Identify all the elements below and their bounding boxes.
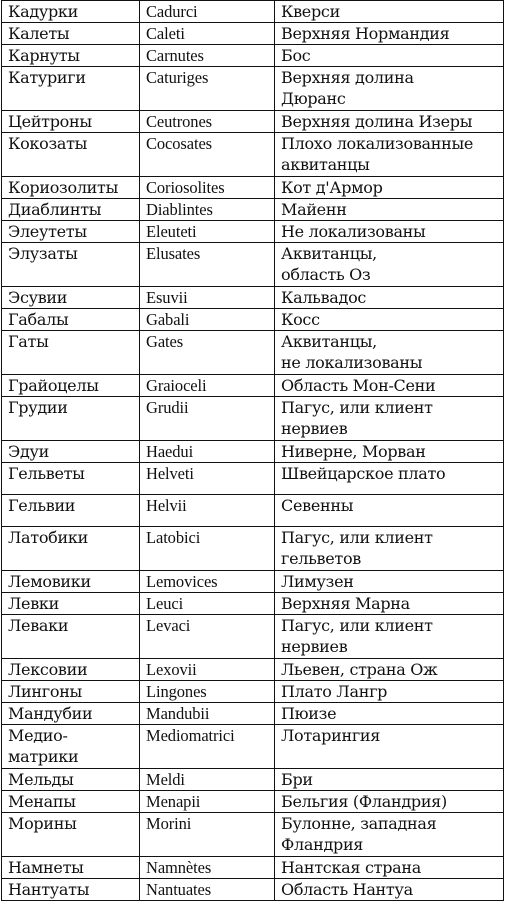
location-cell — [275, 177, 504, 199]
latin-name-cell — [140, 615, 275, 659]
table-row — [2, 571, 504, 593]
latin-name-text: Meldi — [146, 770, 185, 789]
latin-name-text: Latobici — [146, 528, 201, 547]
location-cell — [275, 375, 504, 397]
latin-name-text: Helveti — [146, 464, 194, 483]
russian-name-text: Намнеты — [8, 858, 84, 877]
table-row — [2, 243, 504, 287]
latin-name-text: Caleti — [146, 24, 185, 43]
location-cell — [275, 133, 504, 177]
location-cell — [275, 221, 504, 243]
table-row — [2, 681, 504, 703]
russian-name-text: Эдуи — [8, 442, 49, 461]
russian-name-cell — [2, 243, 140, 287]
latin-name-cell — [140, 243, 275, 287]
latin-name-cell — [140, 221, 275, 243]
latin-name-cell — [140, 495, 275, 527]
latin-name-cell — [140, 1, 275, 23]
table-row — [2, 813, 504, 857]
table-row — [2, 45, 504, 67]
table-row — [2, 527, 504, 571]
location-cell — [275, 45, 504, 67]
latin-name-cell — [140, 177, 275, 199]
latin-name-text: Elusates — [146, 244, 201, 263]
latin-name-cell — [140, 111, 275, 133]
location-text: Область Мон-Сени — [281, 376, 436, 395]
table-row — [2, 725, 504, 769]
location-cell — [275, 309, 504, 331]
table-row — [2, 397, 504, 441]
latin-name-text: Nantuates — [146, 880, 212, 899]
latin-name-cell — [140, 593, 275, 615]
russian-name-text: Диаблинты — [8, 200, 102, 219]
latin-name-text: Lemovices — [146, 572, 218, 591]
location-text: нервиев — [281, 419, 348, 438]
location-cell — [275, 703, 504, 725]
location-text: гельветов — [281, 549, 361, 568]
russian-name-text: Кориозолиты — [8, 178, 119, 197]
russian-name-cell — [2, 221, 140, 243]
table-row — [2, 791, 504, 813]
russian-name-cell — [2, 703, 140, 725]
russian-name-cell — [2, 571, 140, 593]
russian-name-cell — [2, 199, 140, 221]
latin-name-text: Gates — [146, 332, 184, 351]
table-row — [2, 463, 504, 495]
table-row — [2, 177, 504, 199]
russian-name-cell — [2, 133, 140, 177]
location-text: Аквитанцы, — [281, 332, 377, 351]
russian-name-text: Гельветы — [8, 464, 85, 483]
russian-name-text: Грудии — [8, 398, 68, 417]
table-row — [2, 111, 504, 133]
table-row — [2, 67, 504, 111]
latin-name-text: Diablintes — [146, 200, 213, 219]
tribes-table — [1, 0, 504, 901]
russian-name-text: Кадурки — [8, 2, 78, 21]
russian-name-text: Лингоны — [8, 682, 82, 701]
russian-name-text: Кокозаты — [8, 134, 88, 153]
location-cell — [275, 495, 504, 527]
location-text: аквитанцы — [281, 155, 370, 174]
location-cell — [275, 593, 504, 615]
russian-name-cell — [2, 397, 140, 441]
latin-name-cell — [140, 45, 275, 67]
latin-name-text: Caturiges — [146, 68, 209, 87]
latin-name-cell — [140, 791, 275, 813]
russian-name-cell — [2, 791, 140, 813]
russian-name-text: Катуриги — [8, 68, 86, 87]
russian-name-text: Элеутеты — [8, 222, 87, 241]
russian-name-text: Калеты — [8, 24, 70, 43]
location-text: Лотарингия — [281, 726, 381, 745]
russian-name-text: Эсувии — [8, 288, 68, 307]
russian-name-cell — [2, 67, 140, 111]
location-text: Плохо локализованные — [281, 134, 474, 153]
latin-name-cell — [140, 879, 275, 901]
latin-name-cell — [140, 133, 275, 177]
table-row — [2, 879, 504, 901]
russian-name-cell — [2, 813, 140, 857]
location-text: Верхняя Нормандия — [281, 24, 450, 43]
latin-name-cell — [140, 23, 275, 45]
location-text: Нантская страна — [281, 858, 421, 877]
russian-name-cell — [2, 45, 140, 67]
russian-name-text: Нантуаты — [8, 880, 90, 899]
location-cell — [275, 23, 504, 45]
location-text: Кот д'Армор — [281, 178, 383, 197]
russian-name-cell — [2, 527, 140, 571]
latin-name-cell — [140, 857, 275, 879]
russian-name-cell — [2, 331, 140, 375]
location-cell — [275, 681, 504, 703]
latin-name-text: Carnutes — [146, 46, 204, 65]
location-cell — [275, 331, 504, 375]
russian-name-cell — [2, 287, 140, 309]
location-cell — [275, 441, 504, 463]
location-text: Дюранс — [281, 89, 346, 108]
latin-name-text: Ceutrones — [146, 112, 213, 131]
location-cell — [275, 659, 504, 681]
russian-name-text: Медио- — [8, 726, 68, 745]
russian-name-cell — [2, 857, 140, 879]
russian-name-text: Грайоцелы — [8, 376, 99, 395]
russian-name-cell — [2, 177, 140, 199]
location-text: нервиев — [281, 637, 348, 656]
latin-name-text: Morini — [146, 814, 192, 833]
location-cell — [275, 1, 504, 23]
location-cell — [275, 725, 504, 769]
location-text: Косс — [281, 310, 320, 329]
location-text: Верхняя долина — [281, 68, 414, 87]
location-text: Плато Лангр — [281, 682, 388, 701]
latin-name-text: Grudii — [146, 398, 189, 417]
russian-name-cell — [2, 725, 140, 769]
latin-name-text: Gabali — [146, 310, 190, 329]
russian-name-text: Габалы — [8, 310, 69, 329]
russian-name-cell — [2, 681, 140, 703]
russian-name-cell — [2, 615, 140, 659]
russian-name-cell — [2, 495, 140, 527]
latin-name-cell — [140, 309, 275, 331]
russian-name-text: Латобики — [8, 528, 88, 547]
table-row — [2, 495, 504, 527]
table-row — [2, 199, 504, 221]
location-text: область Оз — [281, 265, 371, 284]
latin-name-text: Mediomatrici — [146, 726, 235, 745]
location-text: Ниверне, Морван — [281, 442, 426, 461]
location-cell — [275, 879, 504, 901]
latin-name-text: Graioceli — [146, 376, 207, 395]
location-cell — [275, 813, 504, 857]
location-text: Бельгия (Фландрия) — [281, 792, 447, 811]
location-text: Фландрия — [281, 835, 364, 854]
russian-name-cell — [2, 441, 140, 463]
location-cell — [275, 857, 504, 879]
table-row — [2, 221, 504, 243]
tribes-table-body — [2, 1, 504, 901]
location-text: Майенн — [281, 200, 347, 219]
latin-name-text: Esuvii — [146, 288, 188, 307]
russian-name-text: Менапы — [8, 792, 76, 811]
russian-name-text: Гельвии — [8, 496, 76, 515]
russian-name-text: Элузаты — [8, 244, 78, 263]
table-row — [2, 615, 504, 659]
russian-name-cell — [2, 659, 140, 681]
location-cell — [275, 769, 504, 791]
latin-name-text: Cadurci — [146, 2, 198, 21]
latin-name-text: Mandubii — [146, 704, 210, 723]
latin-name-cell — [140, 527, 275, 571]
russian-name-cell — [2, 769, 140, 791]
location-text: Льевен, страна Ож — [281, 660, 438, 679]
latin-name-cell — [140, 287, 275, 309]
russian-name-text: Мандубии — [8, 704, 93, 723]
russian-name-text: Гаты — [8, 332, 49, 351]
latin-name-cell — [140, 813, 275, 857]
location-cell — [275, 243, 504, 287]
latin-name-text: Lexovii — [146, 660, 197, 679]
latin-name-cell — [140, 463, 275, 495]
table-row — [2, 23, 504, 45]
russian-name-text: матрики — [8, 747, 79, 766]
latin-name-text: Helvii — [146, 496, 187, 515]
table-row — [2, 769, 504, 791]
location-cell — [275, 397, 504, 441]
location-cell — [275, 287, 504, 309]
latin-name-cell — [140, 769, 275, 791]
location-text: Лимузен — [281, 572, 354, 591]
russian-name-text: Цейтроны — [8, 112, 92, 131]
location-cell — [275, 527, 504, 571]
russian-name-cell — [2, 1, 140, 23]
russian-name-text: Мельды — [8, 770, 74, 789]
location-text: Кверси — [281, 2, 340, 21]
latin-name-cell — [140, 397, 275, 441]
latin-name-text: Cocosates — [146, 134, 213, 153]
location-text: Пагус, или клиент — [281, 398, 433, 417]
latin-name-cell — [140, 199, 275, 221]
location-text: Бри — [281, 770, 313, 789]
location-cell — [275, 199, 504, 221]
russian-name-text: Лемовики — [8, 572, 91, 591]
location-text: Верхняя Марна — [281, 594, 410, 613]
table-row — [2, 593, 504, 615]
table-row — [2, 441, 504, 463]
location-cell — [275, 67, 504, 111]
location-text: Пагус, или клиент — [281, 528, 433, 547]
latin-name-cell — [140, 725, 275, 769]
location-cell — [275, 571, 504, 593]
location-cell — [275, 463, 504, 495]
location-text: Кальвадос — [281, 288, 367, 307]
russian-name-cell — [2, 111, 140, 133]
table-row — [2, 133, 504, 177]
location-text: Аквитанцы, — [281, 244, 377, 263]
latin-name-text: Menapii — [146, 792, 201, 811]
russian-name-text: Морины — [8, 814, 77, 833]
location-text: Севенны — [281, 496, 354, 515]
latin-name-cell — [140, 703, 275, 725]
location-text: не локализованы — [281, 353, 423, 372]
table-row — [2, 331, 504, 375]
latin-name-cell — [140, 331, 275, 375]
table-row — [2, 857, 504, 879]
latin-name-text: Haedui — [146, 442, 194, 461]
table-row — [2, 287, 504, 309]
table-row — [2, 703, 504, 725]
latin-name-text: Coriosolites — [146, 178, 225, 197]
latin-name-cell — [140, 441, 275, 463]
location-text: Верхняя долина Изеры — [281, 112, 473, 131]
latin-name-text: Namnètes — [146, 858, 212, 877]
russian-name-cell — [2, 879, 140, 901]
latin-name-text: Levaci — [146, 616, 191, 635]
russian-name-text: Леваки — [8, 616, 69, 635]
location-text: Швейцарское плато — [281, 464, 446, 483]
russian-name-cell — [2, 463, 140, 495]
latin-name-text: Leuci — [146, 594, 184, 613]
location-text: Область Нантуа — [281, 880, 413, 899]
russian-name-text: Карнуты — [8, 46, 80, 65]
latin-name-cell — [140, 67, 275, 111]
table-row — [2, 1, 504, 23]
location-text: Бос — [281, 46, 311, 65]
table-row — [2, 309, 504, 331]
table-row — [2, 659, 504, 681]
table-row — [2, 375, 504, 397]
location-text: Булонне, западная — [281, 814, 437, 833]
location-text: Не локализованы — [281, 222, 426, 241]
latin-name-cell — [140, 659, 275, 681]
latin-name-text: Lingones — [146, 682, 207, 701]
latin-name-text: Eleuteti — [146, 222, 197, 241]
russian-name-cell — [2, 593, 140, 615]
russian-name-cell — [2, 23, 140, 45]
latin-name-cell — [140, 571, 275, 593]
location-text: Пагус, или клиент — [281, 616, 433, 635]
russian-name-cell — [2, 309, 140, 331]
location-text: Пюизе — [281, 704, 337, 723]
russian-name-text: Лексовии — [8, 660, 88, 679]
location-cell — [275, 791, 504, 813]
latin-name-cell — [140, 681, 275, 703]
location-cell — [275, 111, 504, 133]
latin-name-cell — [140, 375, 275, 397]
location-cell — [275, 615, 504, 659]
russian-name-cell — [2, 375, 140, 397]
russian-name-text: Левки — [8, 594, 59, 613]
